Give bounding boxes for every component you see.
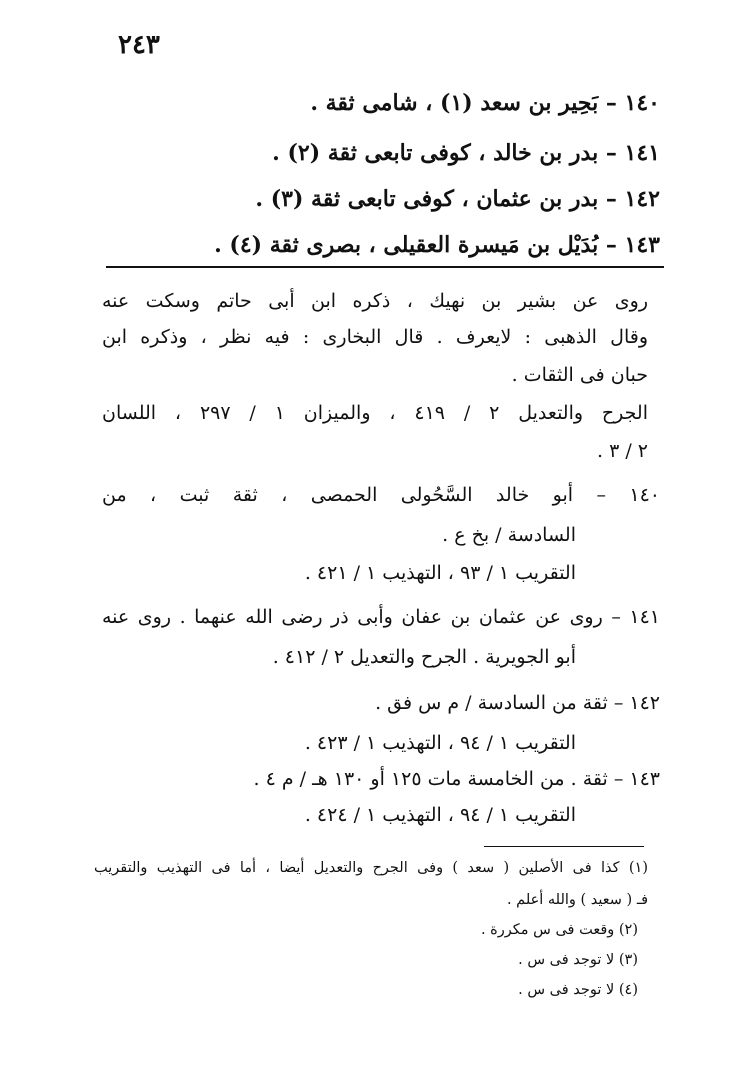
note-line: التقريب ١ / ٩٣ ، التهذيب ١ / ٤٢١ . [304, 562, 576, 584]
note-141: ١٤١ – روى عن عثمان بن عفان وأبى ذر رضى الله عنهما . روى عنه [102, 606, 660, 628]
page-number: ٢٤٣ [118, 30, 160, 60]
note-line: السادسة / بخ ع . [442, 524, 576, 546]
note-line: روى عن بشير بن نهيك ، ذكره ابن أبى حاتم وسكت عنه [102, 290, 648, 312]
note-line: ٢ / ٣ . [596, 440, 648, 462]
footnote-1: (١) كذا فى الأصلين ( سعد ) وفى الجرح والتعديل أيضا ، أما فى التهذيب والتقريب [94, 860, 648, 876]
entry-140: ١٤٠ – بَحِير بن سعد (١) ، شامى ثقة . [310, 90, 660, 116]
entry-141: ١٤١ – بدر بن خالد ، كوفى تابعى ثقة (٢) . [272, 140, 660, 166]
entry-143: ١٤٣ – بُدَيْل بن مَيسرة العقيلى ، بصرى ثقة (٤) . [214, 232, 660, 258]
footnote-4: (٤) لا توجد فى س . [518, 982, 638, 998]
note-line: الجرح والتعديل ٢ / ٤١٩ ، والميزان ١ / ٢٩٧ ، اللسان [102, 402, 648, 424]
note-142: ١٤٢ – ثقة من السادسة / م س فق . [375, 692, 660, 714]
footnote-line: فـ ( سعيد ) والله أعلم . [506, 892, 648, 908]
entries-divider [106, 266, 664, 268]
footnote-2: (٢) وقعت فى س مكررة . [480, 922, 638, 938]
note-line: التقريب ١ / ٩٤ ، التهذيب ١ / ٤٢٣ . [304, 732, 576, 754]
note-143: ١٤٣ – ثقة . من الخامسة مات ١٢٥ أو ١٣٠ هـ / م ٤ . [253, 768, 660, 790]
note-line: حبان فى الثقات . [511, 364, 648, 386]
note-140: ١٤٠ – أبو خالد السَّحُولى الحمصى ، ثقة ثبت ، من [102, 484, 660, 506]
entry-142: ١٤٢ – بدر بن عثمان ، كوفى تابعى ثقة (٣) . [255, 186, 660, 212]
footnote-3: (٣) لا توجد فى س . [518, 952, 638, 968]
footnote-divider [484, 846, 644, 847]
note-line: وقال الذهبى : لايعرف . قال البخارى : فيه نظر ، وذكره ابن [102, 326, 648, 348]
note-line: التقريب ١ / ٩٤ ، التهذيب ١ / ٤٢٤ . [304, 804, 576, 826]
note-line: أبو الجويرية . الجرح والتعديل ٢ / ٤١٢ . [272, 646, 576, 668]
